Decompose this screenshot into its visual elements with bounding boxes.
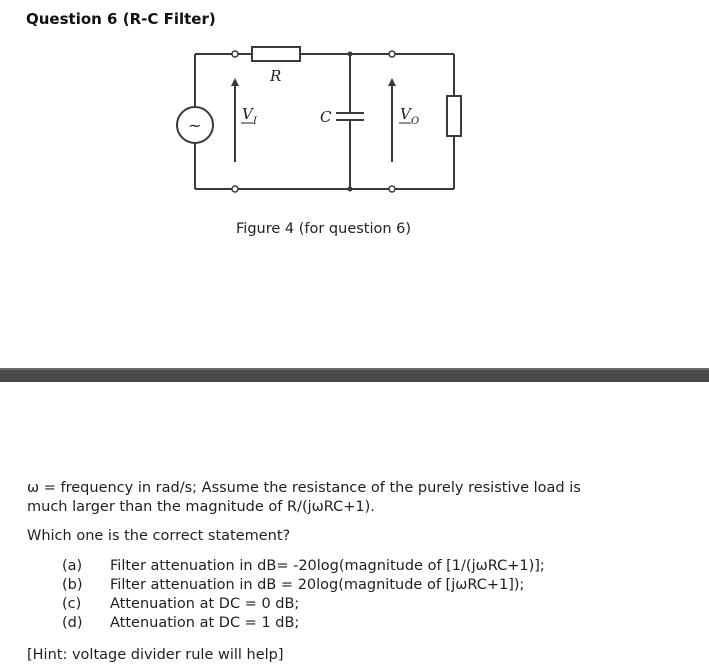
option-a[interactable]: [62, 557, 545, 576]
rc-filter-circuit-diagram: [160, 40, 480, 200]
terminal-output-top: [389, 51, 395, 57]
option-d[interactable]: [62, 614, 299, 633]
junction-bottom: [348, 187, 353, 192]
terminal-output-bottom: [389, 186, 395, 192]
junction-top: [348, 52, 353, 57]
option-c[interactable]: [62, 595, 299, 614]
input-voltage-label: V: [242, 105, 253, 123]
option-label: (a): [62, 558, 83, 574]
input-voltage-subscript: I: [253, 116, 257, 127]
output-voltage-subscript: O: [411, 116, 420, 127]
option-text: Filter attenuation in dB = 20log(magnitude of [jωRC+1]);: [110, 577, 525, 593]
option-text: Attenuation at DC = 0 dB;: [110, 596, 300, 612]
load-resistor-symbol: [447, 96, 461, 136]
input-arrowhead: [231, 78, 239, 86]
output-voltage-label: V: [400, 105, 411, 123]
resistor-symbol: [252, 47, 300, 61]
intro-line-2: much larger than the magnitude of R/(jωRC+1).: [27, 499, 375, 515]
figure-caption: Figure 4 (for question 6): [236, 221, 412, 237]
option-text: Filter attenuation in dB= -20log(magnitude of [1/(jωRC+1)];: [110, 558, 545, 574]
resistor-label: R: [270, 67, 282, 85]
option-label: (d): [62, 615, 83, 631]
output-arrowhead: [388, 78, 396, 86]
intro-line-1: ω = frequency in rad/s; Assume the resistance of the purely resistive load is: [27, 480, 581, 496]
question-title: Question 6 (R-C Filter): [26, 10, 216, 28]
option-b[interactable]: [62, 576, 524, 595]
hint-text: [Hint: voltage divider rule will help]: [27, 647, 284, 663]
section-divider: [0, 368, 709, 382]
terminal-input-top: [232, 51, 238, 57]
terminal-input-bottom: [232, 186, 238, 192]
capacitor-label: C: [320, 108, 332, 126]
option-label: (c): [62, 596, 82, 612]
option-label: (b): [62, 577, 83, 593]
ac-source-tilde: ~: [188, 116, 202, 135]
option-text: Attenuation at DC = 1 dB;: [110, 615, 300, 631]
question-prompt: Which one is the correct statement?: [27, 528, 291, 544]
